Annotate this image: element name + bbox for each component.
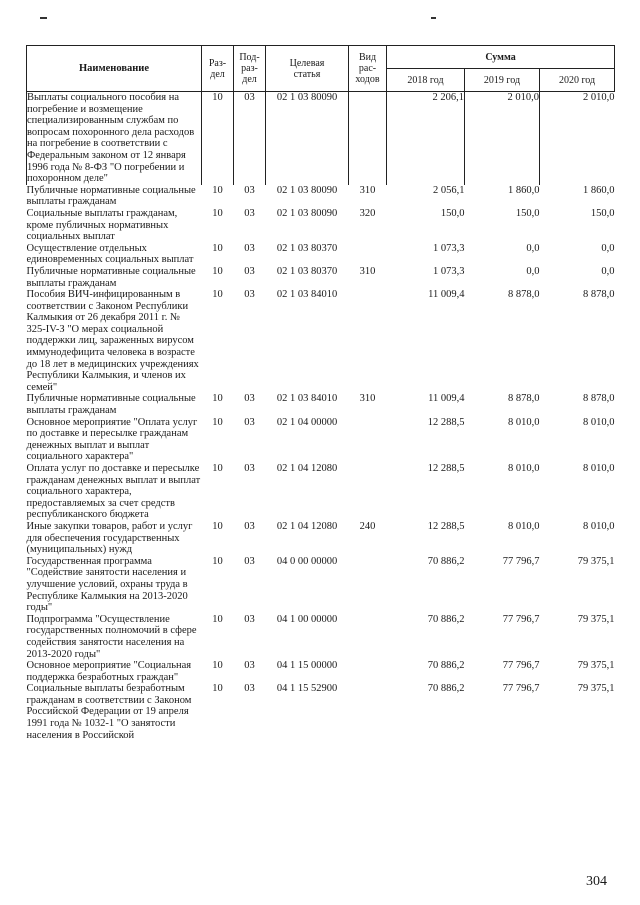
row-podrazdel: 03 (244, 463, 255, 474)
row-target-article: 02 1 04 12080 (276, 463, 338, 474)
row-sum-2020: 79 375,1 (577, 613, 615, 625)
row-sum-2020: 1 860,0 (583, 184, 615, 196)
row-expense-type (349, 417, 387, 463)
row-expense-type: 310 (359, 265, 376, 277)
row-expense-type (349, 556, 387, 614)
row-name: Публичные нормативные социальные выплаты гражданам (26, 265, 196, 289)
row-target-article: 02 1 03 80370 (276, 265, 338, 277)
row-sum-2020: 2 010,0 (540, 92, 615, 185)
row-expense-type: 320 (359, 207, 376, 219)
row-podrazdel: 03 (244, 520, 255, 532)
row-sum-2019: 77 796,7 (502, 613, 540, 625)
row-sum-2019: 8 010,0 (508, 416, 540, 428)
row-expense-type: 310 (359, 184, 376, 196)
row-name: Оплата услуг по доставке и пересылке гражданам денежных выплат и выплат социального характера, предоставляемых за счет средств республиканского бюджета (26, 463, 201, 521)
row-razdel: 10 (202, 92, 234, 185)
row-podrazdel: 03 (244, 184, 255, 196)
row-sum-2019: 8 878,0 (508, 289, 540, 301)
row-sum-2018: 150,0 (440, 207, 465, 219)
row-podrazdel: 03 (244, 555, 255, 567)
row-sum-2019: 2 010,0 (465, 92, 540, 185)
header-sum: Сумма (387, 46, 615, 69)
row-target-article: 04 1 15 00000 (276, 660, 338, 672)
row-podrazdel: 03 (244, 416, 255, 428)
row-name: Выплаты социального пособия на погребение и возмещение специализированным службам по вопросам похоронного дела расходов на погребение в соответствии с Федеральным законом от 12 января 1996 года № 8-ФЗ "О погребении и похоронном деле" (27, 92, 202, 185)
row-name: Социальные выплаты безработным гражданам в соответствии с Законом Российской Федерации от 19 апреля 1991 года № 1032-1 "О занятости населения в Российской (26, 683, 192, 741)
row-target-article: 04 1 15 52900 (276, 683, 338, 695)
row-sum-2020: 0,0 (601, 242, 615, 254)
row-name: Социальные выплаты гражданам, кроме публичных нормативных социальных выплат (26, 207, 178, 243)
row-sum-2018: 12 288,5 (427, 416, 465, 428)
row-target-article: 02 1 03 80090 (276, 207, 338, 219)
row-name: Пособия ВИЧ-инфицированным в соответствии с Законом Республики Калмыкия от 26 декабря 2011 г. № 325-IV-З "О мерах социальной поддержки лиц, зараженных вирусом иммунодефицита человека в возрасте до 18 лет в медицинских учреждениях Республики Калмыкия, и членов их семей" (26, 289, 199, 393)
row-sum-2018: 12 288,5 (427, 463, 465, 474)
row-expense-type (349, 243, 387, 266)
row-target-article: 02 1 03 80090 (276, 184, 338, 196)
row-podrazdel: 03 (234, 92, 266, 185)
page-number: 304 (586, 874, 607, 889)
header-name: Наименование (27, 46, 202, 92)
row-name: Публичные нормативные социальные выплаты гражданам (26, 184, 196, 208)
row-sum-2018: 2 206,1 (387, 92, 465, 185)
row-sum-2020: 8 010,0 (583, 520, 615, 532)
row-sum-2018: 70 886,2 (427, 613, 465, 625)
row-sum-2019: 150,0 (515, 207, 540, 219)
row-sum-2019: 8 010,0 (508, 520, 540, 532)
row-sum-2020: 8 878,0 (583, 289, 615, 301)
header-razdel: Раз- дел (202, 46, 234, 92)
row-sum-2019: 8 878,0 (508, 393, 540, 405)
row-razdel: 10 (212, 555, 223, 567)
table-row (27, 266, 615, 289)
row-target-article: 02 1 03 84010 (276, 393, 338, 405)
row-expense-type: 310 (359, 393, 376, 405)
row-sum-2018: 1 073,3 (433, 265, 465, 277)
header-year-2018: 2018 год (387, 69, 465, 92)
row-razdel: 10 (212, 613, 223, 625)
row-name: Подпрограмма "Осуществление государственных полномочий в сфере содействия занятости населения на 2013-2020 годы" (26, 613, 197, 660)
row-podrazdel: 03 (244, 613, 255, 625)
header-podrazdel: Под- раз- дел (234, 46, 266, 92)
row-target-article: 04 0 00 00000 (276, 555, 338, 567)
row-name: Государственная программа "Содействие занятости населения и улучшение условий, охраны труда в Республике Калмыкия на 2013-2020 годы" (26, 555, 188, 614)
row-razdel: 10 (212, 242, 223, 254)
table-row (27, 393, 615, 416)
row-razdel: 10 (212, 184, 223, 196)
row-sum-2020: 0,0 (601, 265, 615, 277)
row-razdel: 10 (212, 416, 223, 428)
scan-mark-left (40, 17, 47, 19)
row-sum-2018: 11 009,4 (428, 393, 465, 405)
table-row (27, 243, 615, 266)
row-sum-2019: 0,0 (526, 242, 540, 254)
row-sum-2018: 70 886,2 (427, 683, 465, 695)
row-target-article: 02 1 03 80090 (266, 92, 349, 185)
row-sum-2018: 2 056,1 (433, 184, 465, 196)
table-row (27, 208, 615, 243)
table-row (27, 289, 615, 393)
row-sum-2019: 0,0 (526, 265, 540, 277)
table-row (27, 463, 615, 521)
row-razdel: 10 (212, 393, 223, 405)
table-row (27, 614, 615, 660)
row-podrazdel: 03 (244, 207, 255, 219)
row-sum-2018: 12 288,5 (427, 520, 465, 532)
row-podrazdel: 03 (244, 289, 255, 301)
row-name: Осуществление отдельных единовременных социальных выплат (26, 242, 194, 266)
row-sum-2019: 77 796,7 (502, 555, 540, 567)
row-sum-2018: 70 886,2 (427, 660, 465, 672)
row-target-article: 02 1 03 80370 (276, 242, 338, 254)
table-row (27, 417, 615, 463)
row-sum-2019: 1 860,0 (508, 184, 540, 196)
row-podrazdel: 03 (244, 393, 255, 405)
row-razdel: 10 (212, 265, 223, 277)
header-target-article: Целевая статья (266, 46, 349, 92)
table-row (27, 660, 615, 683)
header-year-2020: 2020 год (540, 69, 615, 92)
row-sum-2020: 150,0 (590, 207, 615, 219)
row-name: Основное мероприятие "Оплата услуг по доставке и пересылке гражданам денежных выплат и выплат социального характера" (26, 416, 198, 463)
row-expense-type (349, 289, 387, 393)
row-expense-type (349, 92, 387, 185)
scan-mark-right (431, 17, 436, 19)
row-name: Основное мероприятие "Социальная поддержка безработных граждан" (26, 660, 192, 683)
row-razdel: 10 (212, 289, 223, 301)
header-year-2019: 2019 год (465, 69, 540, 92)
row-razdel: 10 (212, 520, 223, 532)
row-target-article: 04 1 00 00000 (276, 613, 338, 625)
row-name: Публичные нормативные социальные выплаты гражданам (26, 393, 196, 417)
budget-table (26, 45, 615, 741)
row-target-article: 02 1 03 84010 (276, 289, 338, 301)
row-target-article: 02 1 04 00000 (276, 416, 338, 428)
row-sum-2018: 1 073,3 (433, 242, 465, 254)
table-row (27, 556, 615, 614)
row-sum-2020: 79 375,1 (577, 660, 615, 672)
table-row (27, 92, 615, 185)
row-sum-2020: 79 375,1 (577, 555, 615, 567)
row-sum-2020: 8 010,0 (583, 416, 615, 428)
row-razdel: 10 (212, 683, 223, 695)
row-podrazdel: 03 (244, 683, 255, 695)
row-sum-2020: 8 878,0 (583, 393, 615, 405)
row-name: Иные закупки товаров, работ и услуг для обеспечения государственных (муниципальных) нужд (26, 520, 193, 556)
row-podrazdel: 03 (244, 242, 255, 254)
row-sum-2020: 79 375,1 (577, 683, 615, 695)
row-expense-type (349, 683, 387, 741)
table-row (27, 185, 615, 208)
row-razdel: 10 (212, 660, 223, 672)
row-sum-2020: 8 010,0 (583, 463, 615, 474)
row-target-article: 02 1 04 12080 (276, 520, 338, 532)
row-expense-type: 240 (359, 520, 376, 532)
row-sum-2019: 8 010,0 (508, 463, 540, 474)
header-expense-type: Вид рас- ходов (349, 46, 387, 92)
row-sum-2019: 77 796,7 (502, 660, 540, 672)
table-row (27, 683, 615, 741)
row-razdel: 10 (212, 463, 223, 474)
row-podrazdel: 03 (244, 265, 255, 277)
row-expense-type (349, 660, 387, 683)
row-sum-2019: 77 796,7 (502, 683, 540, 695)
row-sum-2018: 70 886,2 (427, 555, 465, 567)
row-expense-type (349, 614, 387, 660)
row-sum-2018: 11 009,4 (428, 289, 465, 301)
table-row (27, 521, 615, 556)
row-razdel: 10 (212, 207, 223, 219)
row-expense-type (349, 463, 387, 521)
row-podrazdel: 03 (244, 660, 255, 672)
